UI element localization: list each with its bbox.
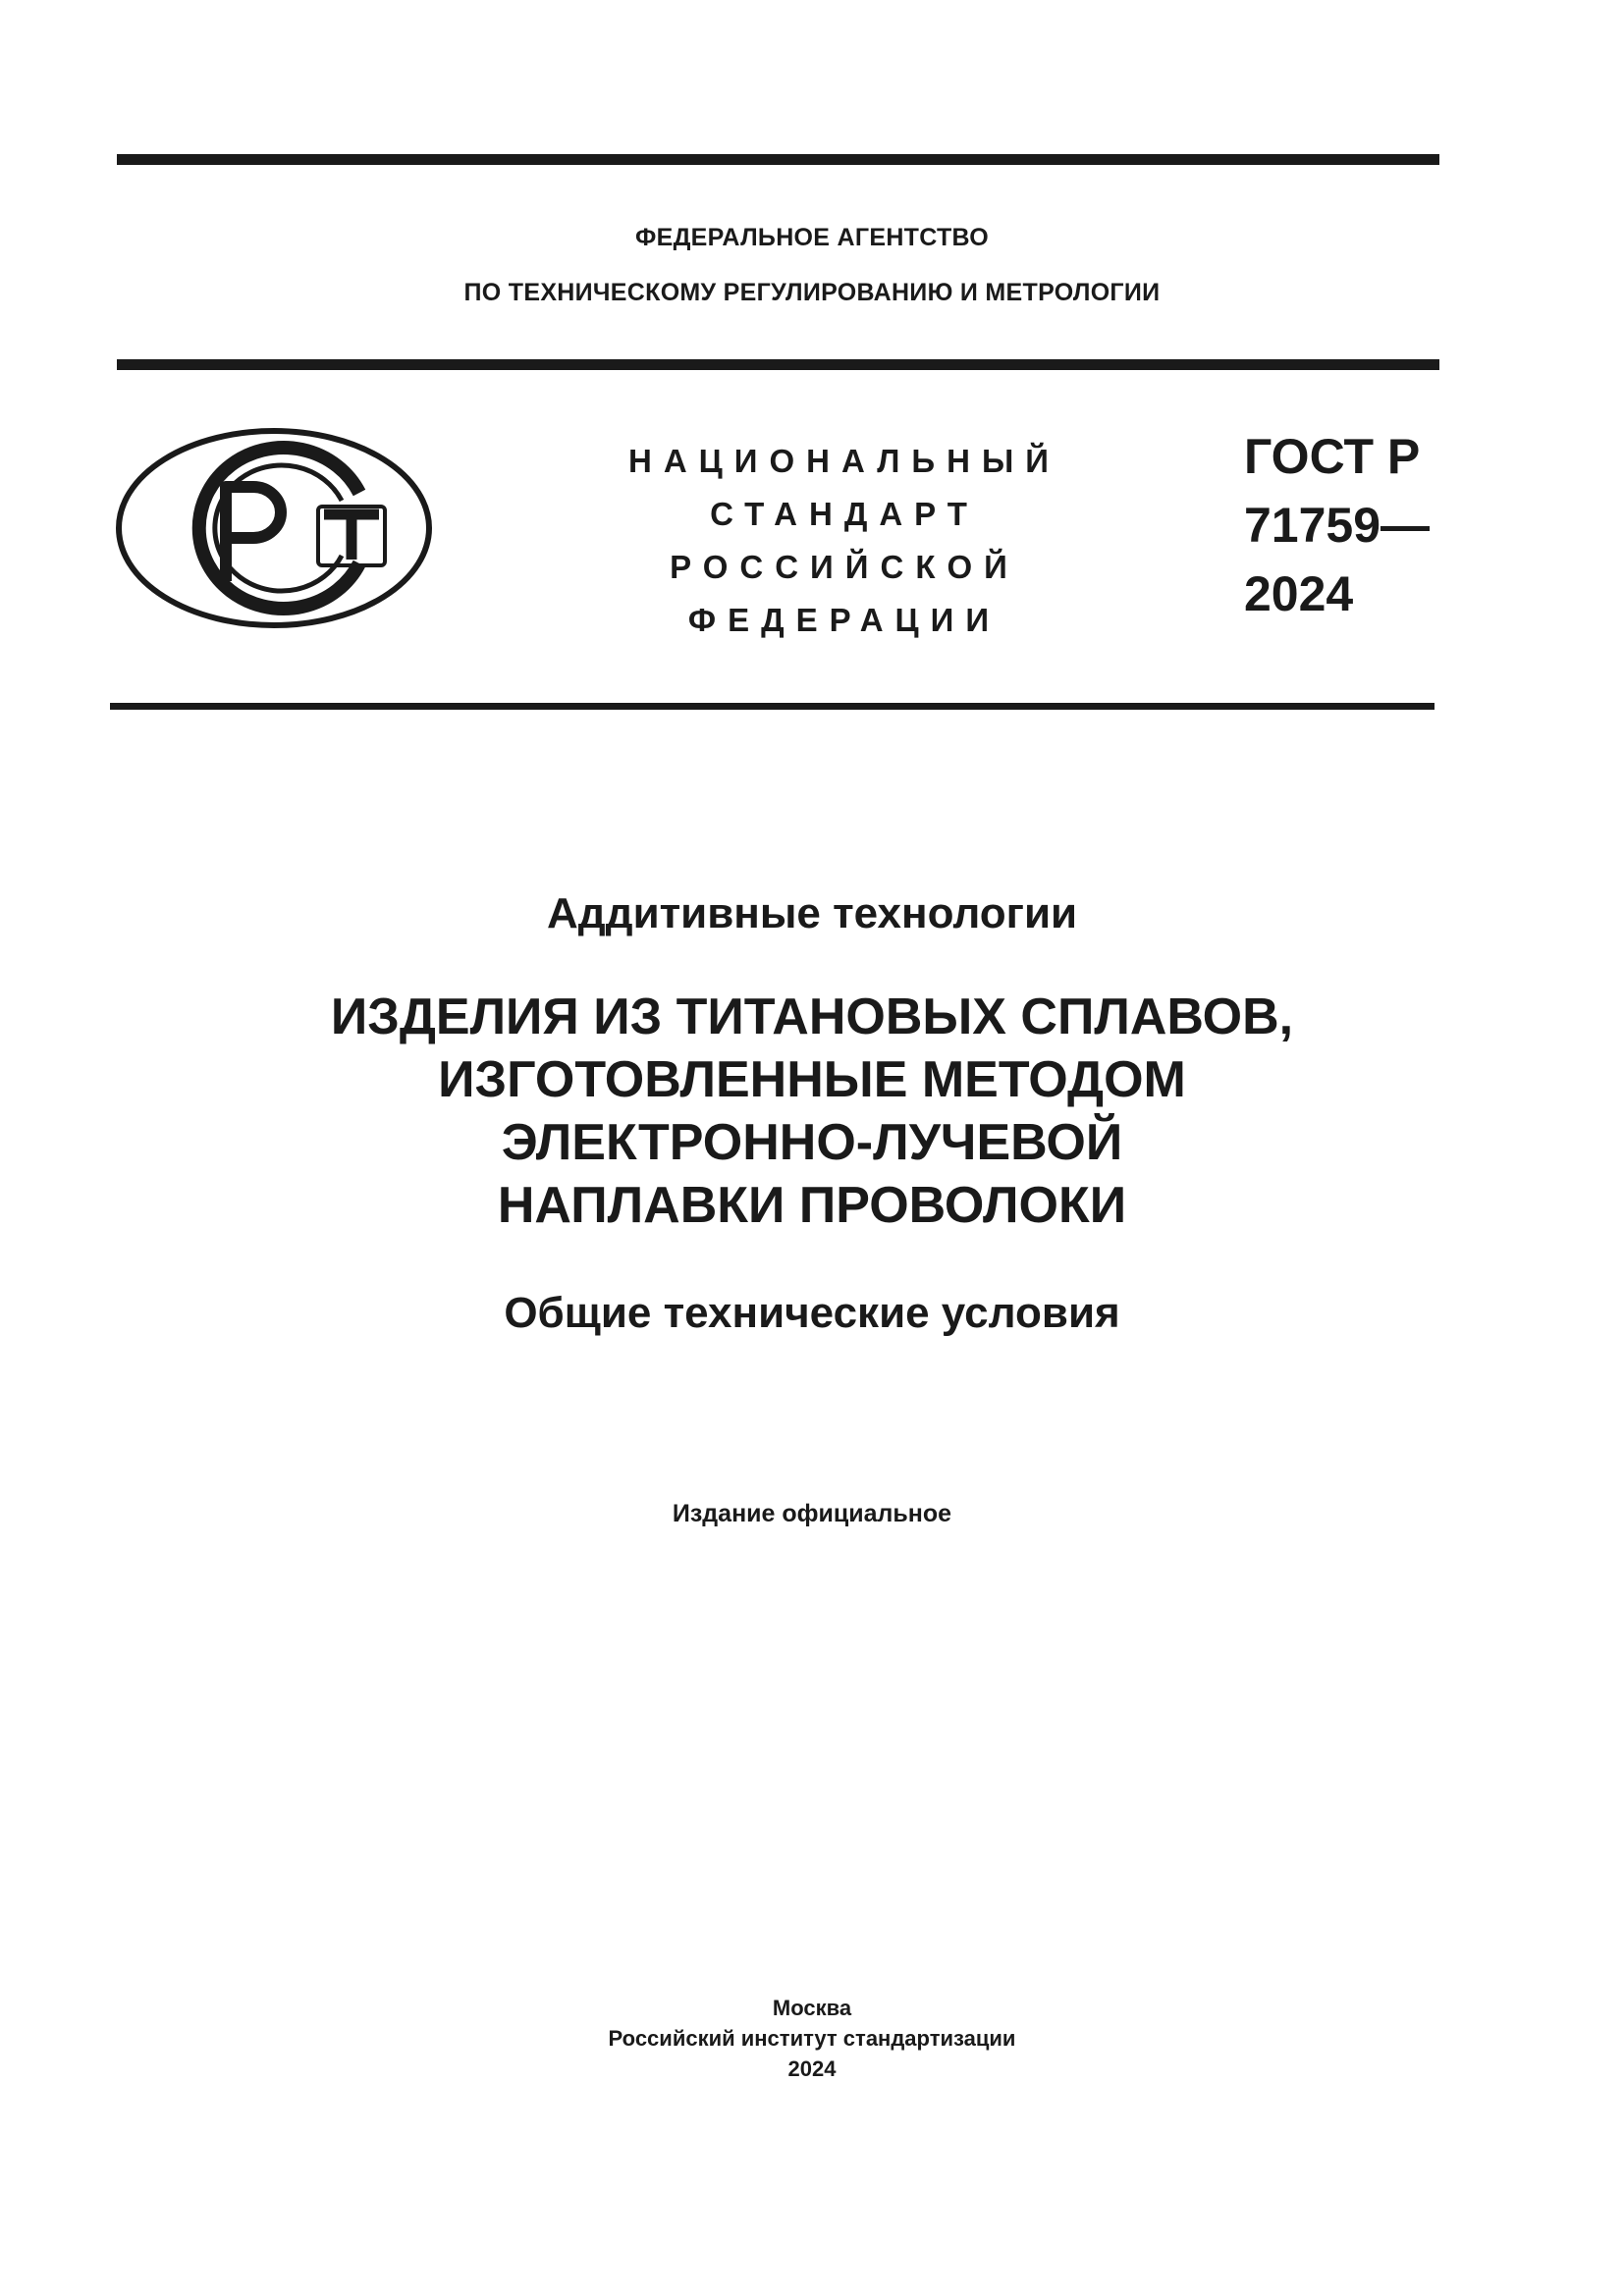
title-line: ИЗГОТОВЛЕННЫЕ МЕТОДОМ xyxy=(438,1051,1186,1108)
national-standard-label xyxy=(589,435,1100,647)
national-standard-line: РОССИЙСКОЙ xyxy=(670,549,1019,585)
publisher-institute: Российский институт стандартизации xyxy=(608,2026,1016,2051)
agency-name-line-2: ПО ТЕХНИЧЕСКОМУ РЕГУЛИРОВАНИЮ И МЕТРОЛОГИИ xyxy=(463,279,1161,306)
designation-line: ГОСТ Р xyxy=(1244,429,1421,484)
designation-line: 2024 xyxy=(1244,566,1354,621)
bottom-rule xyxy=(110,703,1435,710)
national-standard-line: НАЦИОНАЛЬНЫЙ xyxy=(628,443,1060,479)
document-subtitle: Общие технические условия xyxy=(504,1289,1120,1337)
document-title xyxy=(0,986,1624,1237)
publisher-year: 2024 xyxy=(787,2056,837,2081)
document-subject: Аддитивные технологии xyxy=(546,889,1078,937)
title-line: НАПЛАВКИ ПРОВОЛОКИ xyxy=(497,1177,1127,1234)
rst-certification-mark-icon xyxy=(116,428,432,628)
national-standard-line: СТАНДАРТ xyxy=(710,496,979,532)
title-line: ИЗДЕЛИЯ ИЗ ТИТАНОВЫХ СПЛАВОВ, xyxy=(330,988,1294,1045)
publisher-city: Москва xyxy=(772,1996,852,2020)
middle-rule xyxy=(117,359,1439,370)
top-rule xyxy=(117,154,1439,165)
national-standard-line: ФЕДЕРАЦИИ xyxy=(687,602,1001,638)
edition-note: Издание официальное xyxy=(672,1500,952,1527)
publisher-block xyxy=(0,1993,1624,2084)
agency-name-line-1: ФЕДЕРАЛЬНОЕ АГЕНТСТВО xyxy=(634,224,990,251)
designation-line: 71759— xyxy=(1244,498,1431,553)
title-line: ЭЛЕКТРОННО-ЛУЧЕВОЙ xyxy=(501,1114,1123,1171)
standard-designation xyxy=(1244,422,1430,628)
